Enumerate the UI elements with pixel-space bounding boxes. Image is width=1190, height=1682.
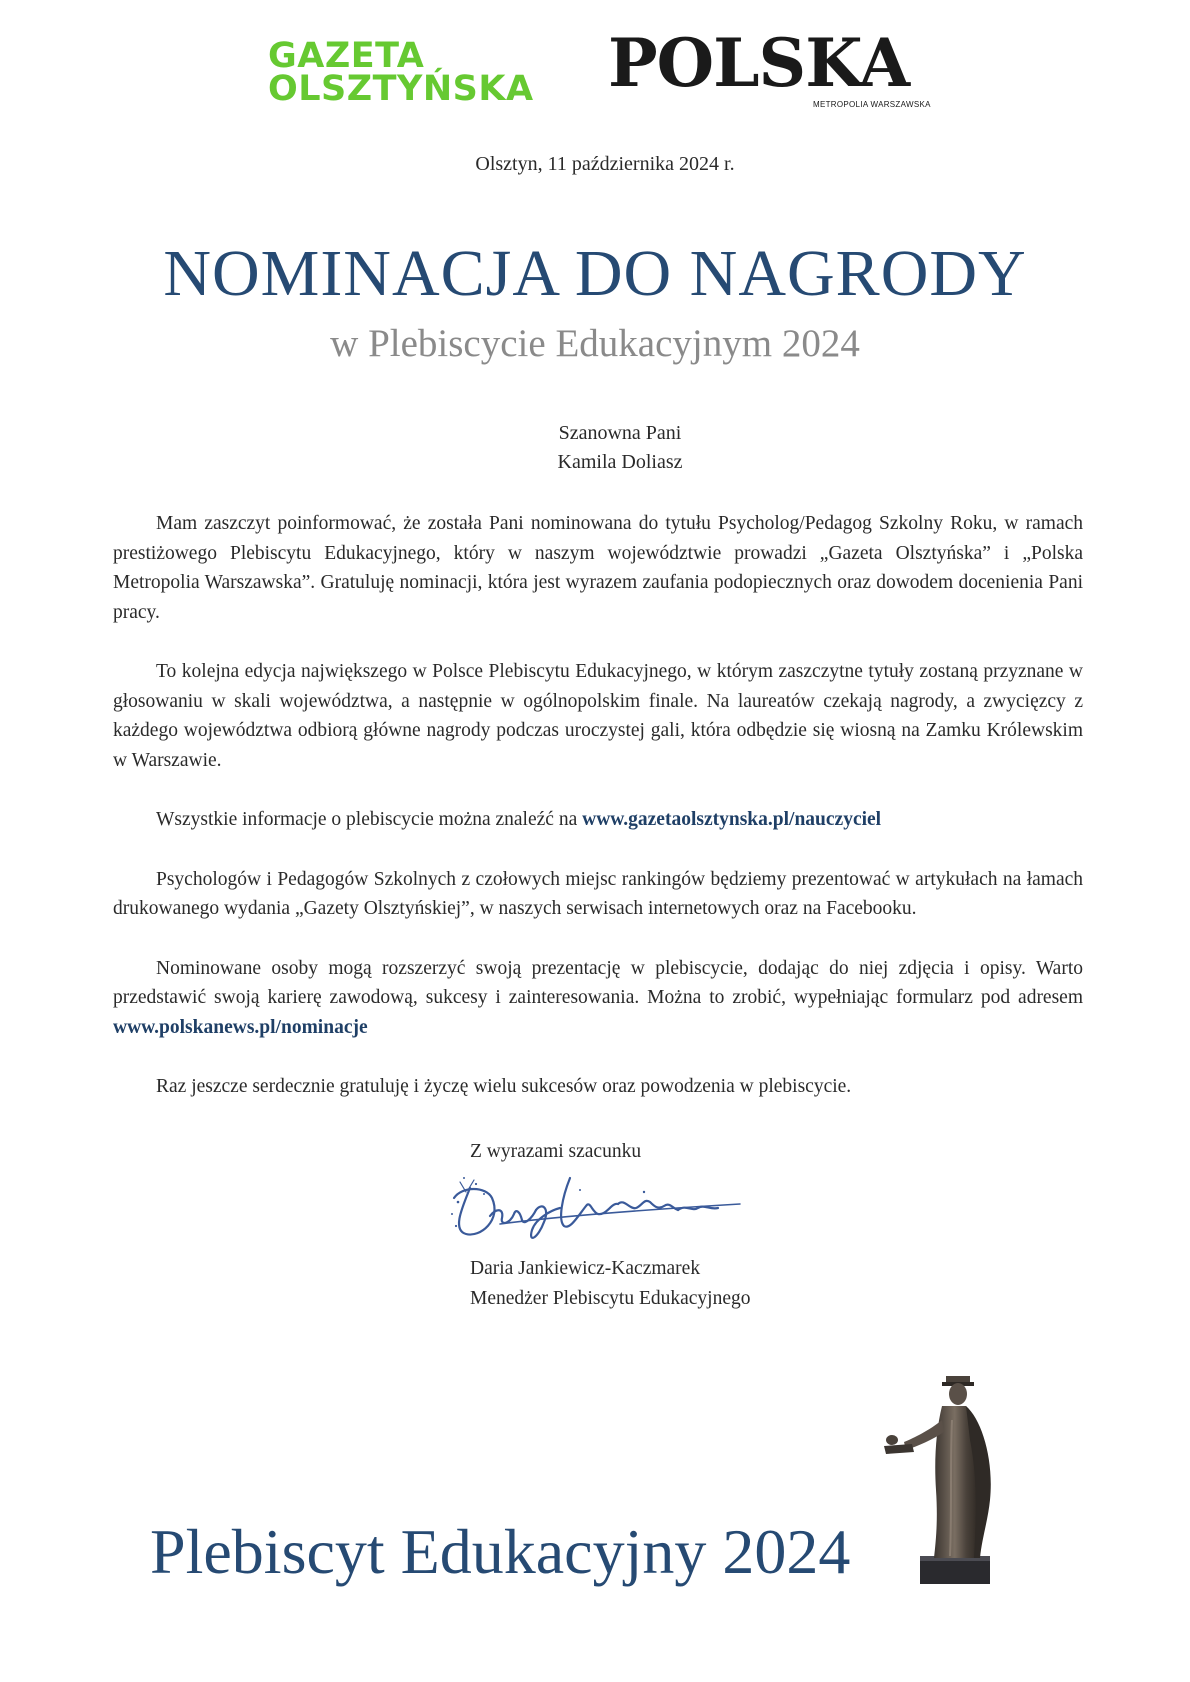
footer-title: Plebiscyt Edukacyjny 2024 <box>150 1516 851 1587</box>
gazeta-olsztynska-logo <box>268 36 534 109</box>
info-link[interactable]: www.gazetaolsztynska.pl/nauczyciel <box>582 809 882 830</box>
handwritten-signature-icon <box>440 1168 760 1248</box>
recipient-name: Kamila Doliasz <box>557 451 683 473</box>
paragraph-info <box>113 805 1083 835</box>
salutation <box>0 419 1190 477</box>
nominations-link[interactable]: www.polskanews.pl/nominacje <box>113 1016 368 1038</box>
polska-logo <box>608 24 938 109</box>
polska-logo-subtitle: METROPOLIA WARSZAWSKA <box>813 100 931 109</box>
gazeta-logo-line1: GAZETA <box>268 36 425 76</box>
paragraph-extend <box>113 954 1083 1043</box>
signer-role: Menedżer Plebiscytu Edukacyjnego <box>470 1288 751 1309</box>
paragraph-extend-text: Nominowane osoby mogą rozszerzyć swoją prezentację w plebiscycie, dodając do niej zdjęcia i opisy. Warto przedstawić swoją karierę zawodową, sukcesy i zainteresowania. Można to zrobić, wypełniając formularz pod adresem <box>113 957 1083 1008</box>
letter-body <box>113 509 1083 1132</box>
paragraph-presentation: Psychologów i Pedagogów Szkolnych z czołowych miejsc rankingów będziemy prezentować w artykułach na łamach drukowanego wydania „Gazety Olsztyńskiej”, w naszych serwisach internetowych oraz na Facebooku. <box>113 868 1083 919</box>
page-subtitle: w Plebiscycie Edukacyjnym 2024 <box>330 322 860 365</box>
letter-date: Olsztyn, 11 października 2024 r. <box>475 153 735 175</box>
paragraph-nomination: Mam zaszczyt poinformować, że została Pani nominowana do tytułu Psycholog/Pedagog Szkolny Roku, w ramach prestiżowego Plebiscytu Edukacyjnego, który w naszym województwie prowadzi „Gazeta Olsztyńska” i „Polska Metropolia Warszawska”. Gratuluję nominacji, która jest wyrazem zaufania podopiecznych oraz dowodem docenienia Pani pracy. <box>113 513 1083 623</box>
signer-block <box>470 1254 751 1314</box>
paragraph-congratulations: Raz jeszcze serdecznie gratuluję i życzę wielu sukcesów oraz powodzenia w plebiscycie. <box>156 1076 852 1097</box>
signer-name: Daria Jankiewicz-Kaczmarek <box>470 1258 701 1279</box>
closing-regards: Z wyrazami szacunku <box>470 1141 642 1162</box>
page-title: NOMINACJA DO NAGRODY <box>163 237 1027 310</box>
trophy-statue-icon <box>870 1370 1020 1590</box>
polska-logo-word: POLSKA <box>608 24 910 102</box>
paragraph-edition: To kolejna edycja największego w Polsce Plebiscytu Edukacyjnego, w którym zaszczytne tytuły zostaną przyznane w głosowaniu w skali województwa, a następnie w ogólnopolskim finale. Na laureatów czekają nagrody, a zwycięzcy z każdego województwa odbiorą główne nagrody podczas uroczystej gali, która odbędzie się wiosną na Zamku Królewskim w Warszawie. <box>113 661 1083 771</box>
paragraph-info-text: Wszystkie informacje o plebiscycie można znaleźć na <box>156 809 583 830</box>
salutation-line: Szanowna Pani <box>558 422 682 444</box>
gazeta-logo-line2: OLSZTYŃSKA <box>268 69 534 109</box>
